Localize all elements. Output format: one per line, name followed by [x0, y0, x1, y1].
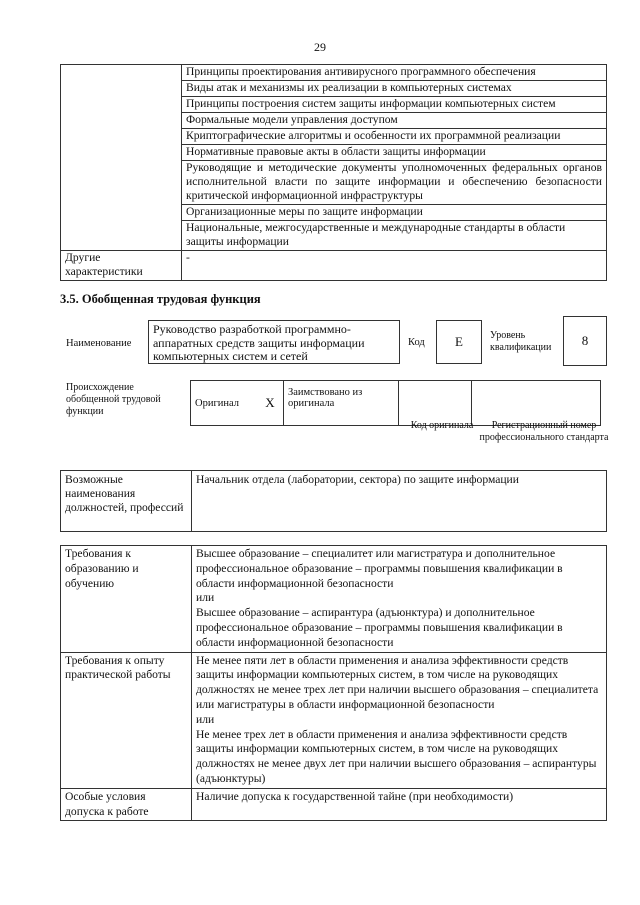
other-characteristics-value: - — [182, 251, 607, 281]
reg-number-label: Регистрационный номер профессионального стандарта — [479, 420, 609, 443]
special-conditions-value: Наличие допуска к государственной тайне (при необходимости) — [192, 788, 607, 821]
code-original-cell — [399, 381, 472, 426]
education-value: Высшее образование – специалитет или магистратура и дополнительное профессиональное образование – программы повышения квалификации в области информационной безопасности или Высшее образование – аспирантура (адъюнктура) и дополнительное профессиональное образование – программы повышения квалификации в области информационной безопасности — [192, 546, 607, 653]
section-title: 3.5. Обобщенная трудовая функция — [60, 292, 261, 306]
knowledge-table — [60, 64, 607, 281]
table-row: Криптографические алгоритмы и особенности их программной реализации — [182, 129, 607, 145]
code-original-label: Код оригинала — [410, 420, 474, 431]
other-characteristics-label: Другие характеристики — [61, 251, 182, 281]
requirements-table — [60, 545, 607, 821]
experience-label: Требования к опыту практической работы — [61, 652, 192, 788]
page-number: 29 — [314, 40, 326, 54]
table-row: Формальные модели управления доступом — [182, 113, 607, 129]
positions-table — [60, 470, 607, 532]
table-row: Виды атак и механизмы их реализации в компьютерных системах — [182, 81, 607, 97]
table-row: Нормативные правовые акты в области защиты информации — [182, 145, 607, 161]
level-value-box: 8 — [563, 316, 607, 366]
level-label: Уровень квалификации — [490, 330, 552, 353]
table-row: Принципы проектирования антивирусного программного обеспечения — [182, 65, 607, 81]
table-row: Руководящие и методические документы уполномоченных федеральных органов исполнительной власти по защите информации и обеспечению безопасности критической информационной инфраструктуры — [182, 161, 607, 205]
original-mark: X — [257, 381, 284, 426]
original-label: Оригинал — [191, 381, 258, 426]
origin-label: Происхождение обобщенной трудовой функции — [66, 382, 161, 417]
education-label: Требования к образованию и обучению — [61, 546, 192, 653]
function-name-box: Руководство разработкой программно-аппаратных средств защиты информации компьютерных систем и сетей — [148, 320, 400, 364]
knowledge-label-cell — [61, 65, 182, 251]
reg-number-cell — [472, 381, 601, 426]
code-label: Код — [408, 337, 425, 348]
table-row: Организационные меры по защите информации — [182, 205, 607, 221]
experience-value: Не менее пяти лет в области применения и анализа эффективности средств защиты информации компьютерных систем, в том числе на руководящих должностях не менее трех лет при наличии высшего образования – специалитета или магистратуры в области информационной безопасности или Не менее трех лет в области применения и анализа эффективности средств защиты информации компьютерных систем, в том числе на руководящих должностях не менее двух лет при наличии высшего образования – аспирантуры (адъюнктуры) — [192, 652, 607, 788]
special-conditions-label: Особые условия допуска к работе — [61, 788, 192, 821]
table-row: Национальные, межгосударственные и международные стандарты в области защиты информации — [182, 221, 607, 251]
positions-value: Начальник отдела (лаборатории, сектора) по защите информации — [192, 471, 607, 532]
positions-label: Возможные наименования должностей, профессий — [61, 471, 192, 532]
table-row: Принципы построения систем защиты информации компьютерных систем — [182, 97, 607, 113]
code-value-box: E — [436, 320, 482, 364]
borrowed-label: Заимствовано из оригинала — [284, 381, 399, 426]
name-label: Наименование — [66, 338, 132, 349]
